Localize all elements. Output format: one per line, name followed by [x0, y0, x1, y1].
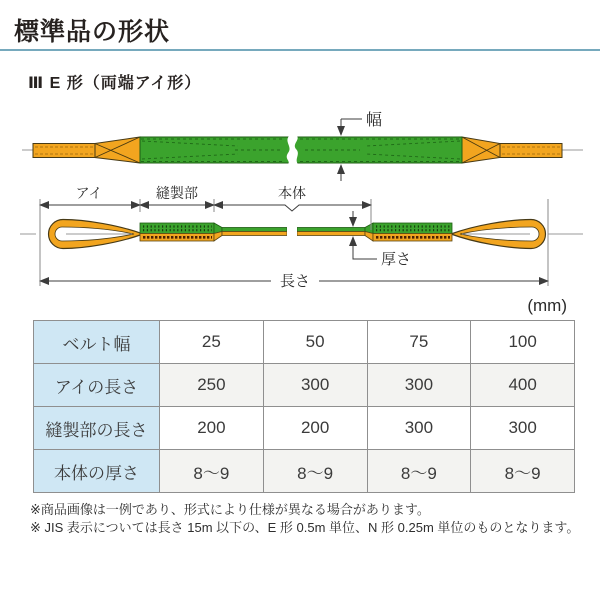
flat-taper-right [462, 137, 500, 163]
flat-strap-left [33, 144, 95, 158]
cell: 400 [471, 364, 575, 407]
dimension-lines [40, 205, 548, 281]
body-dim-label: 本体 [278, 185, 306, 201]
sling-side-view-diagram [0, 185, 600, 297]
row-header-belt-width: ベルト幅 [34, 321, 160, 364]
footnote-line: ※商品画像は一例であり、形式により仕様が異なる場合があります。 [30, 502, 430, 517]
flat-green-belt [140, 137, 462, 163]
width-label: 幅 [366, 112, 383, 129]
row-header-eye-length: アイの長さ [34, 364, 160, 407]
table-row [34, 407, 575, 450]
eye-dim-label: アイ [75, 185, 103, 201]
cell: 300 [263, 364, 367, 407]
cell: 8～9 [471, 450, 575, 493]
thickness-dim-label: 厚さ [381, 251, 412, 268]
cell: 250 [160, 364, 264, 407]
cell: 100 [471, 321, 575, 364]
cell: 200 [263, 407, 367, 450]
cell: 300 [367, 407, 471, 450]
cell: 75 [367, 321, 471, 364]
cell: 25 [160, 321, 264, 364]
footnote-line: ※ JIS 表示については長さ 15m 以下の、E 形 0.5m 単位、N 形 0.25m 単位のものとなります。 [30, 520, 580, 535]
cell: 300 [367, 364, 471, 407]
spec-table [33, 320, 575, 493]
cell: 200 [160, 407, 264, 450]
cell: 8～9 [263, 450, 367, 493]
footnotes [30, 501, 579, 537]
title-divider [0, 49, 600, 51]
table-row [34, 321, 575, 364]
sewing-dim-label: 縫製部 [156, 185, 198, 201]
table-unit-label: (mm) [527, 296, 567, 315]
table-row [34, 364, 575, 407]
cell: 300 [471, 407, 575, 450]
length-dim-label: 長さ [279, 273, 311, 290]
row-header-body-thickness: 本体の厚さ [34, 450, 160, 493]
row-header-sewing-length: 縫製部の長さ [34, 407, 160, 450]
sling-flat-view-diagram [0, 105, 600, 185]
body-break-gap [287, 225, 297, 238]
flat-taper-left [95, 137, 140, 163]
cell: 50 [263, 321, 367, 364]
table-row [34, 450, 575, 493]
section-subtitle: Ⅲ E 形（両端アイ形） [28, 75, 202, 92]
belt-body-shape [140, 137, 462, 163]
flat-strap-right [500, 144, 562, 158]
cell: 8～9 [160, 450, 264, 493]
cell: 8～9 [367, 450, 471, 493]
page-title: 標準品の形状 [14, 18, 171, 46]
